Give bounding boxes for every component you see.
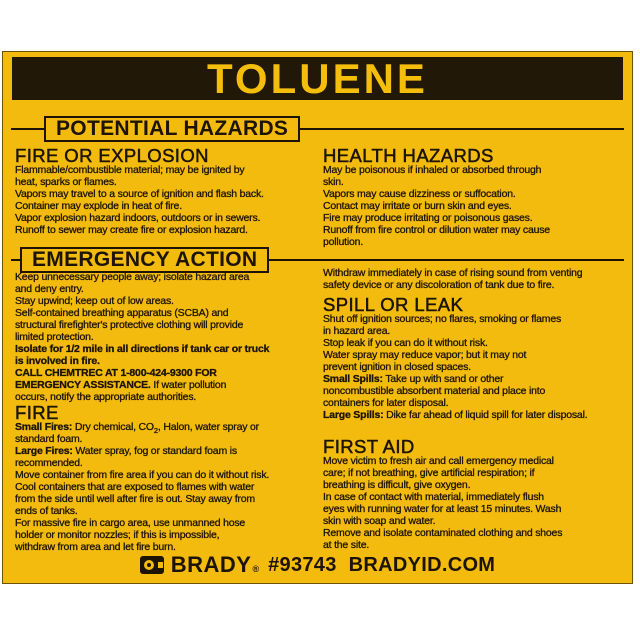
- section-heading: FIRE: [15, 402, 59, 423]
- text-line: Runoff to sewer may create fire or explosion hazard.: [15, 224, 248, 236]
- brady-footer: [3, 554, 632, 576]
- text-line: safety device or any discoloration of tank due to fire.: [323, 279, 555, 291]
- text-line: at the site.: [323, 539, 370, 551]
- text-line: eyes with running water for at least 15 minutes. Wash: [323, 503, 562, 515]
- text-line: For massive fire in cargo area, use unmanned hose: [15, 517, 246, 529]
- text-line: and deny entry.: [15, 283, 84, 295]
- text-line: care; if not breathing, give artificial respiration; if: [323, 467, 535, 479]
- section-heading: SPILL OR LEAK: [323, 294, 464, 315]
- text-line: Isolate for 1/2 mile in all directions if tank car or truck: [15, 343, 270, 355]
- fire-or-explosion-column: [15, 144, 318, 247]
- text-line: Move container from fire area if you can do it without risk.: [15, 469, 270, 481]
- text-line: heat, sparks or flames.: [15, 176, 117, 188]
- section-heading: FIRST AID: [323, 436, 415, 457]
- text-line: Shut off ignition sources; no flares, smoking or flames: [323, 313, 562, 325]
- text-line: Vapor explosion hazard indoors, outdoors or in sewers.: [15, 212, 261, 224]
- potential-hazards-heading: POTENTIAL HAZARDS: [44, 116, 300, 142]
- text-line: ends of tanks.: [15, 505, 78, 517]
- text-line: standard foam.: [15, 433, 83, 445]
- text-line: Runoff from fire control or dilution water may cause: [323, 224, 550, 236]
- text-line: Vapors may travel to a source of ignition and flash back.: [15, 188, 264, 200]
- hazmat-label: [2, 51, 633, 584]
- text-line: Large Spills: Dike far ahead of liquid spill for later disposal.: [323, 409, 588, 421]
- website-text: BRADYID.COM: [348, 553, 496, 576]
- text-line: Move victim to fresh air and call emergency medical: [323, 455, 554, 467]
- text-line: is involved in fire.: [15, 355, 100, 367]
- text-line: containers for later disposal.: [323, 397, 449, 409]
- registered-trademark-symbol: ®: [252, 564, 260, 574]
- health-hazards-column: [318, 144, 626, 247]
- emergency-action-heading: EMERGENCY ACTION: [20, 247, 269, 273]
- text-line: Small Fires: Dry chemical, $CO_2$, Halon, water spray or: [15, 421, 259, 436]
- banner-rule-left: [11, 128, 44, 130]
- text-line: occurs, notify the appropriate authorities.: [15, 391, 197, 403]
- text-line: Large Fires: Water spray, fog or standard foam is: [15, 445, 237, 457]
- brady-logo-icon: [140, 556, 164, 574]
- text-line: May be poisonous if inhaled or absorbed through: [323, 164, 542, 176]
- text-line: recommended.: [15, 457, 83, 469]
- text-line: Container may explode in heat of fire.: [15, 200, 182, 212]
- banner-rule-right: [269, 259, 624, 261]
- text-line: limited protection.: [15, 331, 94, 343]
- emergency-section: [15, 265, 626, 553]
- text-line: CALL CHEMTREC AT 1-800-424-9300 FOR: [15, 367, 217, 379]
- text-line: Water spray may reduce vapor; but it may not: [323, 349, 527, 361]
- text-line: Cool containers that are exposed to flames with water: [15, 481, 255, 493]
- text-line: structural firefighter's protective clothing will provide: [15, 319, 244, 331]
- section-heading: HEALTH HAZARDS: [323, 145, 494, 166]
- text-line: Vapors may cause dizziness or suffocation.: [323, 188, 516, 200]
- text-line: breathing is difficult, give oxygen.: [323, 479, 471, 491]
- text-line: Self-contained breathing apparatus (SCBA) and: [15, 307, 229, 319]
- text-line: prevent ignition in closed spaces.: [323, 361, 471, 373]
- text-line: noncombustible absorbent material and place into: [323, 385, 546, 397]
- hazards-section: [15, 144, 626, 247]
- text-line: Withdraw immediately in case of rising sound from venting: [323, 267, 583, 279]
- section-heading: FIRE OR EXPLOSION: [15, 145, 209, 166]
- spill-firstaid-column: [318, 265, 626, 553]
- brand-name: BRADY: [170, 552, 252, 577]
- text-line: Remove and isolate contaminated clothing and shoes: [323, 527, 563, 539]
- banner-rule-left: [11, 259, 20, 261]
- text-line: Small Spills: Take up with sand or other: [323, 373, 504, 385]
- text-line: withdraw from area and let fire burn.: [15, 541, 176, 553]
- text-line: pollution.: [323, 236, 364, 248]
- emergency-fire-column: [15, 265, 318, 553]
- chemical-name-title: TOLUENE: [207, 55, 428, 102]
- text-line: Stay upwind; keep out of low areas.: [15, 295, 174, 307]
- text-line: Flammable/combustible material; may be ignited by: [15, 164, 245, 176]
- text-line: skin with soap and water.: [323, 515, 436, 527]
- brady-logo-notch: [158, 562, 163, 568]
- part-number: #93743: [268, 553, 337, 576]
- text-line: Keep unnecessary people away; isolate hazard area: [15, 271, 250, 283]
- text-line: in hazard area.: [323, 325, 391, 337]
- banner-rule-right: [300, 128, 624, 130]
- text-line: Fire may produce irritating or poisonous gases.: [323, 212, 533, 224]
- text-line: holder or monitor nozzles; if this is impossible,: [15, 529, 220, 541]
- brady-logo-ring: [144, 560, 154, 570]
- text-line: from the side until well after fire is out. Stay away from: [15, 493, 255, 505]
- text-line: In case of contact with material, immediately flush: [323, 491, 544, 503]
- chemical-title-bar: [12, 57, 623, 100]
- potential-hazards-banner: [11, 116, 624, 142]
- text-line: Contact may irritate or burn skin and eyes.: [323, 200, 512, 212]
- section-gap: [323, 421, 626, 437]
- text-line: EMERGENCY ASSISTANCE. If water pollution: [15, 379, 227, 391]
- text-line: Stop leak if you can do it without risk.: [323, 337, 488, 349]
- text-line: skin.: [323, 176, 344, 188]
